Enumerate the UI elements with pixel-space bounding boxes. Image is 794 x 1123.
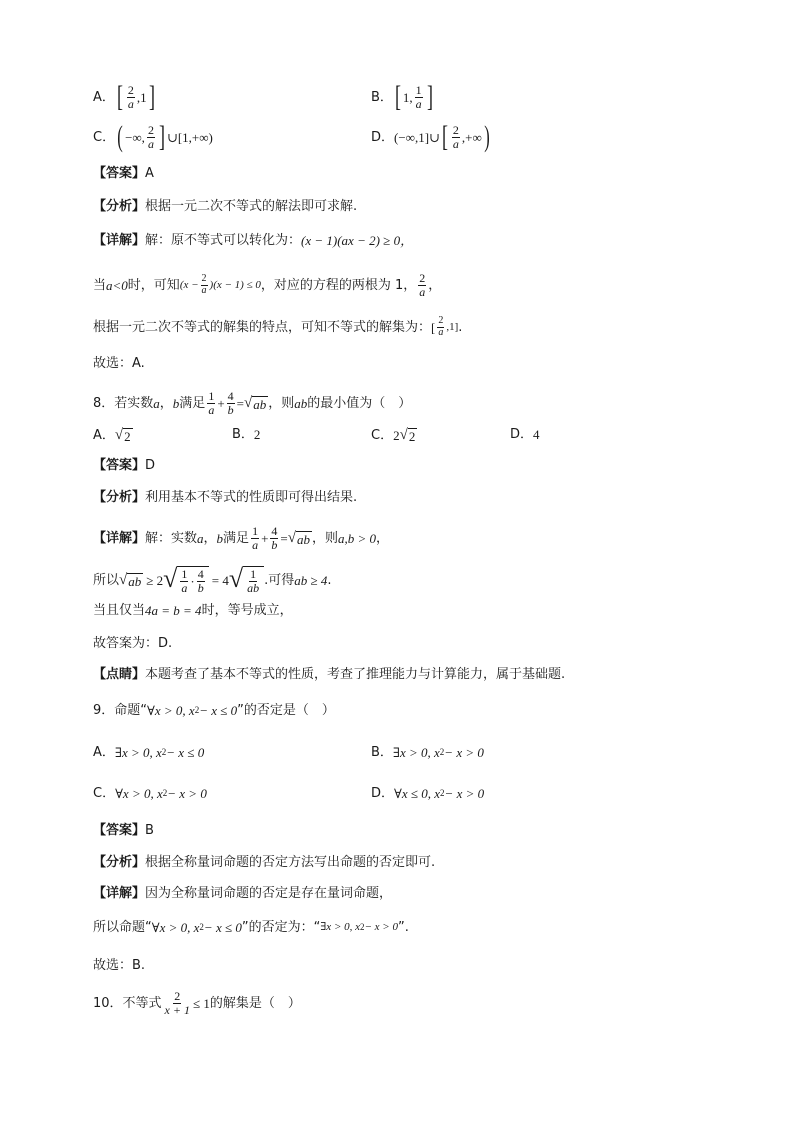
option-label: B． [371, 89, 393, 105]
q9-option-b: B． ∃x > 0, x 2 − x > 0 [371, 745, 484, 760]
q7-analysis: 【分析】 根据一元二次不等式的解法即可求解. [93, 199, 358, 214]
option-label: C． [93, 129, 116, 145]
sqrt-symbol: √ ab [287, 529, 310, 547]
q8-so-line: 所以 √ ab ≥ 2 √ $\frac{1}{a}$ · $\frac{4}{b}$ = 4 √ $\frac{1}{ab}$ .可得 ab ≥ 4 . [93, 564, 332, 595]
q7-when-line: 当 a<0 时，可知 (x − $\frac{2}{a}$ )(x − 1) ≤ 0 ，对应的方程的两根为 1， $\frac{2}{a}$ ， [93, 271, 442, 299]
q9-analysis: 【分析】 根据全称量词命题的否定方法写出命题的否定即可. [93, 855, 436, 870]
fraction: $\frac{1}{a}$ [252, 524, 259, 552]
q8-detail: 【详解】 解：实数 a ， b 满足 $\frac{1}{a}$ + $\frac{4}{b}$ = √ ab ，则 a,b > 0 ， [93, 524, 390, 552]
q7-option-d: D． (−∞,1]∪ [ $\frac{2}{a}$ ,+∞ ) [371, 120, 490, 153]
right-bracket: ] [158, 120, 165, 153]
q8-answer: 【答案】 D [93, 458, 156, 473]
q9-option-a: A． ∃x > 0, x 2 − x ≤ 0 [93, 745, 205, 760]
fraction: $\frac{1}{a}$ [181, 567, 188, 595]
q8-final: 故答案为：D. [93, 636, 173, 651]
right-paren: ) [484, 120, 490, 153]
fraction: $\frac{2}{a}$ [452, 122, 459, 151]
option-label: A． [93, 89, 115, 105]
fraction: $\frac{2}{a}$ [419, 271, 426, 299]
right-bracket: ] [148, 80, 155, 113]
fraction: $\frac{2}{a}$ [147, 122, 154, 151]
option-label: D． [371, 129, 395, 145]
left-bracket: [ [116, 80, 123, 113]
sqrt-symbol: √ 2 [114, 427, 131, 444]
q7-set-line: 根据一元二次不等式的解集的特点，可知不等式的解集为： [ $\frac{2}{a}$ ,1] . [93, 315, 463, 338]
sqrt-symbol: √ 2 [399, 427, 416, 444]
right-bracket: ] [426, 80, 433, 113]
q9-option-d: D． ∀x ≤ 0, x 2 − x > 0 [371, 786, 485, 801]
fraction: $\frac{4}{b}$ [271, 524, 278, 552]
q8-comment: 【点睛】 本题考查了基本不等式的性质，考查了推理能力与计算能力，属于基础题. [93, 667, 566, 682]
q7-option-b: B． [ 1, $\frac{1}{a}$ ] [371, 80, 433, 113]
q8-stem: 8．若实数 a ， b 满足 $\frac{1}{a}$ + $\frac{4}{b}$ = √ ab ，则 ab 的最小值为（ ） [93, 389, 412, 417]
q8-option-b: B． 2 [232, 427, 261, 442]
sqrt-symbol: √ $\frac{1}{ab}$ [229, 566, 264, 594]
fraction: $\frac{4}{b}$ [227, 389, 234, 417]
q7-option-c: C． ( −∞, $\frac{2}{a}$ ] ∪[1,+∞) [93, 120, 213, 153]
fraction: $\frac{2}{a}$ [127, 82, 134, 111]
q9-stem: 9．命题“ ∀x > 0, x 2 − x ≤ 0 ”的否定是（ ） [93, 703, 335, 718]
q9-so-line: 所以命题“ ∀x > 0, x 2 − x ≤ 0 ”的否定为：“ ∃x > 0, x 2 − x > 0 ”. [93, 920, 409, 935]
q7-answer: 【答案】 A [93, 166, 154, 181]
sqrt-symbol: √ ab [119, 571, 142, 589]
q8-option-c: C． 2 √ 2 [371, 427, 416, 444]
q7-option-a: A． [ $\frac{2}{a}$ ,1 ] [93, 80, 155, 113]
q9-choose: 故选：B. [93, 958, 146, 973]
q8-option-d: D． 4 [510, 427, 540, 442]
q8-analysis: 【分析】 利用基本不等式的性质即可得出结果. [93, 490, 358, 505]
sqrt-symbol: √ $\frac{1}{a}$ · $\frac{4}{b}$ [163, 566, 209, 594]
fraction: $\frac{1}{a}$ [415, 82, 422, 111]
fraction: $\frac{2}{a}$ [201, 273, 207, 296]
left-paren: ( [117, 120, 123, 153]
fraction: $\frac{1}{a}$ [208, 389, 215, 417]
fraction: $\frac{4}{b}$ [197, 567, 204, 595]
left-bracket: [ [441, 120, 448, 153]
fraction: $\frac{2}{a}$ [438, 315, 444, 338]
q8-option-a: A． √ 2 [93, 427, 131, 444]
q10-stem: 10．不等式 $\frac{2}{x + 1}$ ≤ 1 的解集是（ ） [93, 989, 301, 1017]
q7-choose: 故选：A. [93, 356, 145, 371]
q9-detail: 【详解】 因为全称量词命题的否定是存在量词命题， [93, 886, 393, 901]
fraction: $\frac{2}{x + 1}$ [164, 989, 190, 1017]
q9-option-c: C． ∀x > 0, x 2 − x > 0 [93, 786, 207, 801]
q7-detail: 【详解】 解：原不等式可以转化为： (x − 1)(ax − 2) ≥ 0， [93, 233, 414, 248]
fraction: $\frac{1}{ab}$ [247, 567, 260, 595]
q8-iff: 当且仅当 4a = b = 4 时，等号成立， [93, 603, 293, 618]
sqrt-symbol: √ ab [244, 394, 267, 412]
q9-answer: 【答案】 B [93, 823, 154, 838]
left-bracket: [ [394, 80, 401, 113]
